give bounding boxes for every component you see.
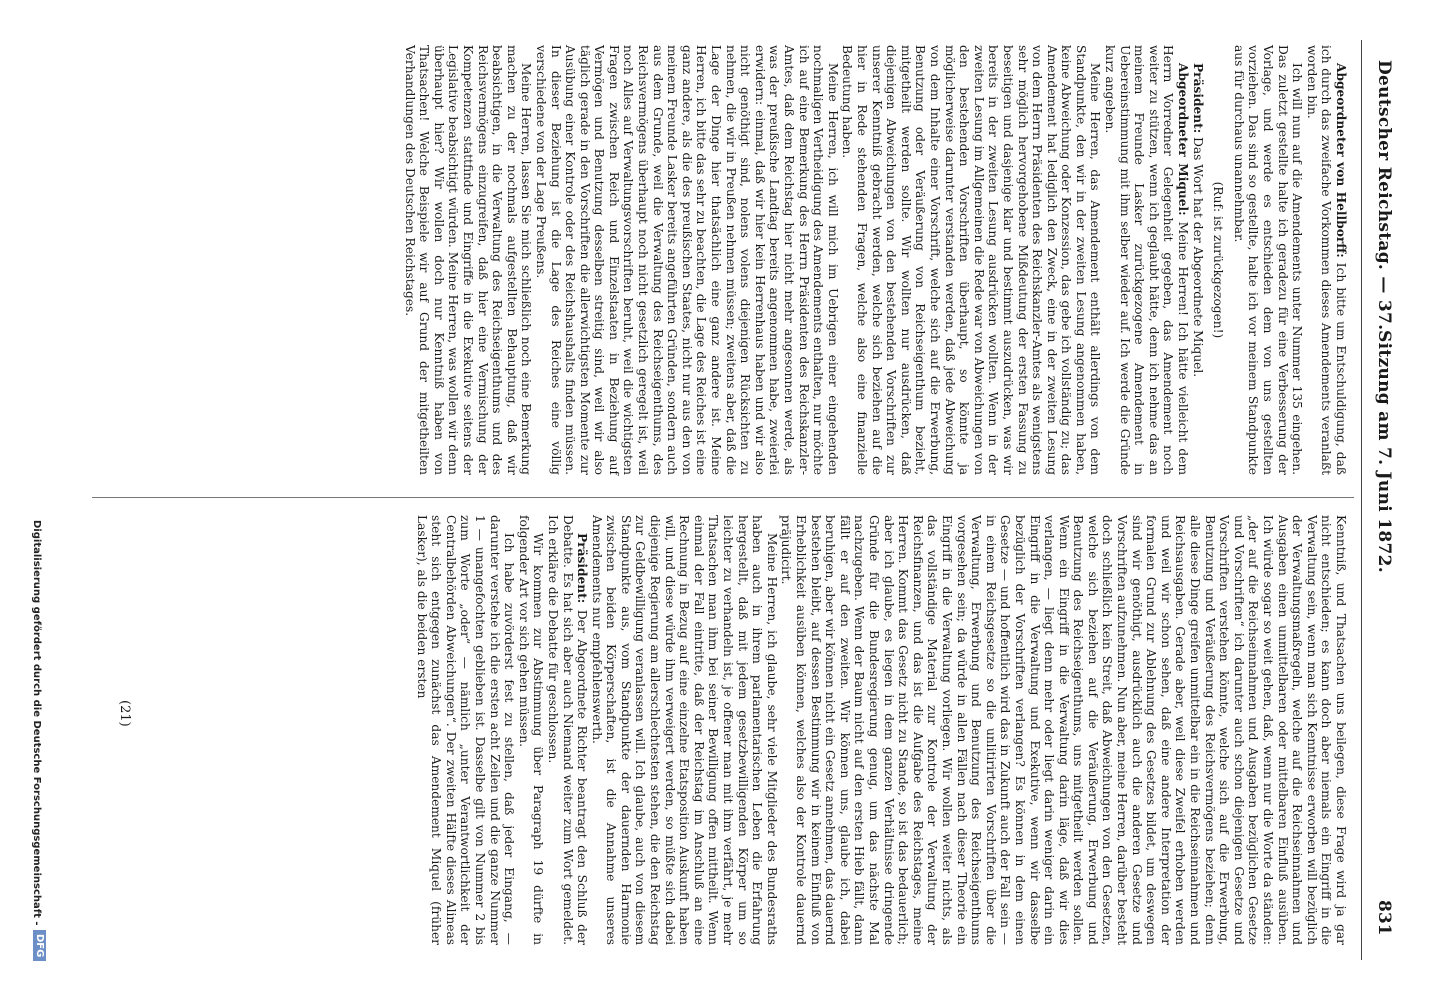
text-paragraph: Wir kommen zur Abstimmung über Paragraph 19 dürfte in folgender Art vor sich gehen müssen. xyxy=(516,515,546,945)
text-paragraph: Ich will nun auf die Amendements unter Nummer 135 eingehen. Das zuletzt gestellte halte ich geradezu für eine Verbesserung der Vorlage, und werde es entschieden dem von uns gestellten vorziehen. Das sind so gestellte, halte ich vor meinem Standpunkte aus für durchaus unannehmbar. xyxy=(1231,45,1305,475)
digitization-credit: Digitalisierung gefördert durch die Deutsche Forschungsgemeinschaft - xyxy=(31,520,42,926)
left-text-column xyxy=(402,45,1348,475)
speech-text: Das Wort hat der Abgeordnete Miquel. xyxy=(1190,137,1205,378)
header-title: Deutscher Reichstag. — 37. xyxy=(1374,60,1394,331)
speaker-name: Präsident: xyxy=(575,533,590,604)
speaker-name: Abgeordneter von Hellborff: xyxy=(1334,63,1348,258)
speech-text: Der Abgeordnete Richter beantragt den Schluß der Debatte. Es hat sich aber auch Niemand weiter zum Wort gemeldet. Ich erkläre die Debatte für geschlossen. xyxy=(545,515,590,946)
right-text-column xyxy=(414,515,1348,945)
text-paragraph: Ich habe zuvörderst fest zu stellen, daß jeder Eingang, — darunter verstehe ich die ersten acht Zeilen und die ganze Nummer 1 — unangefochten geblieben ist. Dasselbe gilt von Nummer 2 bis zum Worte „oder“ — nämlich „unter Verantwortlichkeit der Centralbehörden Abweichungen“. Der zweiten Hälfte dieses Alineas steht sich entgegen zunächst das Amendement Miquel (früher Lasker), als die beiden ersten xyxy=(414,515,517,945)
dfg-logo: DFG xyxy=(33,930,46,961)
speech-paragraph xyxy=(1103,45,1191,475)
header-rule xyxy=(1361,40,1362,960)
text-paragraph: Meine Herren, ich will mich im Uebrigen einer eingehenden nochmaligen Vertheidigung des Amendements enthalten, nur möchte ich auf eine Bemerkung des Herrn Präsidenten des Reichskanzler-Amtes, daß dem Reichstag hier nicht mehr angesonnen werde, als was der preußische Landtag bereits angenommen habe, zweierlei erwidern: einmal, daß wir hier kein Herrenhaus haben und wir also nicht genöthigt sind, nolens volens diejenigen Rücksichten zu nehmen, die wir in Preußen nehmen müssen; zweitens aber, daß die Lage der Dinge hier thatsächlich eine ganz andere ist. Meine Herren, ich bitte das sehr zu beachten, die Lage des Reiches ist eine ganz andere, als die des preußischen Staates, nicht nur aus den von meinem Freunde Lasker bereits angeführten Gründen, sondern auch aus dem Grunde, weil die Verwaltung des Reichseigenthums, des Reichsvermögens überhaupt noch nicht gesetzlich geregelt ist, weil noch Alles auf Verwaltungsvorschriften beruht, weil die wichtigsten Fragen zwischen Reich und Einzelstaaten in Beziehung auf Vermögen und Benutzung desselben streitig sind, weil wir also täglich gerade in den Vorschriften die allerwichtigsten Momente zur Ausübung einer Kontrole oder des Reichshaushalts finden müssen. In dieser Beziehung ist die Lage des Reiches eine völlig verschiedene von der Lage Preußens. xyxy=(533,45,840,475)
text-paragraph: Meine Herren, das Amendement enthält allerdings von dem Standpunkte, den wir in der zweiten Lesung angenommen haben, keine Abweichung oder Konzession, das gebe ich vollständig zu; das Amendement hat lediglich den Zweck, eine in der zweiten Lesung von dem Herrn Präsidenten des Reichskanzler-Amtes als wenigstens sehr möglich hervorgehobene Mißdeutung der ersten Fassung zu beseitigen und dasjenige klar und bestimmt auszudrücken, was wir bereits in der zweiten Lesung ausdrücken wollten. Wenn in der zweiten Lesung im Allgemeinen die Rede war von Abweichungen von den bestehenden Vorschriften überhaupt, so könnte ja möglicherweise darunter verstanden werden, daß jede Abweichung von dem Inhalte einer Vorschrift, welche sich auf die Erwerbung, Benutzung oder Veräußerung von Reichseigenthum bezieht, mitgetheilt werden sollte. Wir wollten nur ausdrücken, daß diejenigen Abweichungen von den bestehenden Vorschriften zur unserer Kenntniß gebracht werden, welche sich beziehen auf die hier in Rede stehenden Fragen, welche also eine finanzielle Bedeutung haben. xyxy=(840,45,1103,475)
speaker-name: Abgeordneter Miquel: xyxy=(1176,63,1191,216)
speech-text: Ich bitte um Entschuldigung, daß ich durch das zweifache Vorkommen dieses Amendements veranlaßt worden bin. xyxy=(1304,45,1348,475)
text-paragraph: Kenntniß, und Thatsachen uns beilegen, diese Frage wird ja gar nicht entschieden; es kann doch aber niemals ein Eingriff in die Verwaltung sein, wenn man sich Kenntnisse erworben will bezüglich der Verwaltungsmaßregeln, welche auf die Reichseinnahmen und Ausgaben einen unmittelbaren oder mittelbaren Einfluß ausüben. Ich würde sogar so weit gehen, daß, wenn nur die Worte da ständen: „der auf die Reichseinnahmen und Ausgaben bezüglichen Gesetze und Vorschriften“ ich darunter auch schon diejenigen Gesetze und Vorschriften verstehen könnte, welche sich auf die Erwerbung, Benutzung und Veräußerung des Reichsvermögens beziehen; denn alle diese Dinge greifen unmittelbar ein in die Reichseinnahmen und Reichsausgaben. Gerade aber, weil diese Zweifel erhoben werden und weil wir schon sehen, daß eine andere Interpretation der formalen Grund zur Ablehnung des Gesetzes bildet, um deswegen sind wir genöthigt, ausdrücklich auch die anderen Gesetze und Vorschriften aufzunehmen. Nun aber, meine Herren, darüber besteht doch schließlich kein Streit, daß Abweichungen von den Gesetzen, welche sich beziehen auf die Veräußerung, Erwerbung und Benutzung des Reichseigenthums, uns mitgetheilt werden sollen. Wenn ein Eingriff in die Verwaltung darin läge, daß wir dies verlangen, — liegt denn mehr oder liegt darin weniger darin ein Eingriff in die Verwaltung und Exekutive, wenn wir dasselbe bezüglich der Vorschriften verlangen? Es können in dem einen Gesetze — und hoffentlich wird das in Zukunft auch der Fall sein — in einem Reichsgesetze so die unlitirirten Vorschriften über die Verwaltung, Erwerbung und Benutzung des Reichseigenthums vorgesehen sein; da würde in allen Fällen nach dieser Theorie ein Eingriff in die Verwaltung vorliegen. Wir wollen weiter nichts, als das vollständige Material zur Kontrole der Verwaltung der Reichsfinanzen, und das ist die Aufgabe des Reichstages, meine Herren. Kommt das Gesetz nicht zu Stande, so ist das bedauerlich; aber ich glaube, es liegen in dem ganzen Verhältnisse dringende Gründe für die Bundesregierung genug, um das nächste Mal nachzugeben. Wenn der Baum nicht auf den ersten Hieb fällt, dann fällt er auf den zweiten. Wir können uns, glaube ich, dabei beruhigen, aber wir können nicht ein Gesetz annehmen, das dauernd bestehen bleibt, auf dessen Bestimmung wir in keinem Einfluß von Erheblichkeit ausüben können, welches also der Kontrole dauernd präjudicirt. xyxy=(779,515,1348,945)
text-paragraph: Meine Herren, lassen Sie mich schließlich noch eine Bemerkung machen zu der nochmals aufgestellten Behauptung, daß wir beabsichtigen, in die Verwaltung des Reichseigenthums und des Reichsvermögens einzugreifen, daß hier eine Vermischung der Kompetenzen stattfinde und Eingriffe in die Exekutive seitens der Legislative beabsichtigt würden. Meine Herren, was wollen wir denn überhaupt hier? Wir wollen doch nur Kenntniß haben von Thatsachen! Welche Beispiele wir auf Grund der mitgetheilten Verhandlungen des Deutschen Reichstages. xyxy=(402,45,534,475)
column-divider xyxy=(92,497,1354,498)
header-session: Sitzung am 7. Juni 1872. xyxy=(1374,330,1394,573)
text-paragraph: Meine Herren, ich glaube, sehr viele Mitglieder des Bundesraths haben auch in ihrem parlamentarischen Leben die Erfahrung hergestellt, daß mit jedem gesetzbewilligenden Körper um so leichter zu verhandeln ist, je offener man mit ihm verfährt, je mehr Thatsachen man ihm bei seiner Bewilligung offen mittheilt. Wenn einmal der Fall eintritte, daß der Reichstag im Anschluß an eine Rechnung in Bezug auf eine einzelne Etatsposition Auskunft haben will, und diese würde ihm verweigert werden, so müßte sich dabei diejenige Regierung am allerschlechtesten stehen, die den Reichstag zur Geldbewilligung veranlassen will. Ich glaube, auch von diesem Standpunkte aus, vom Standpunkte der dauernden Harmonie zwischen beiden Körperschaften, ist die Annahme unseres Amendements nur empfehlenswerth. xyxy=(589,515,779,945)
signature-mark: (21) xyxy=(117,700,132,727)
page-number: 831 xyxy=(1374,900,1394,936)
speech-paragraph xyxy=(1304,45,1348,475)
speaker-name: Präsident: xyxy=(1190,63,1205,134)
speech-paragraph xyxy=(1190,45,1205,475)
interjection: (Ruf: ist zurückgezogen!) xyxy=(1211,181,1226,339)
speech-text: Meine Herren! Ich hätte vielleicht dem Herrn Vorredner Gelegenheit gegeben, das Amendement noch weiter zu stützen, wenn ich geglaubt hätte, denn ich nehme das an meinem Freunde Lasker zurückgezogene Amendement in Uebereinstimmung mit ihm selber wieder auf. Ich werde die Gründe kurz angeben. xyxy=(1103,45,1191,475)
speech-paragraph xyxy=(545,515,589,945)
